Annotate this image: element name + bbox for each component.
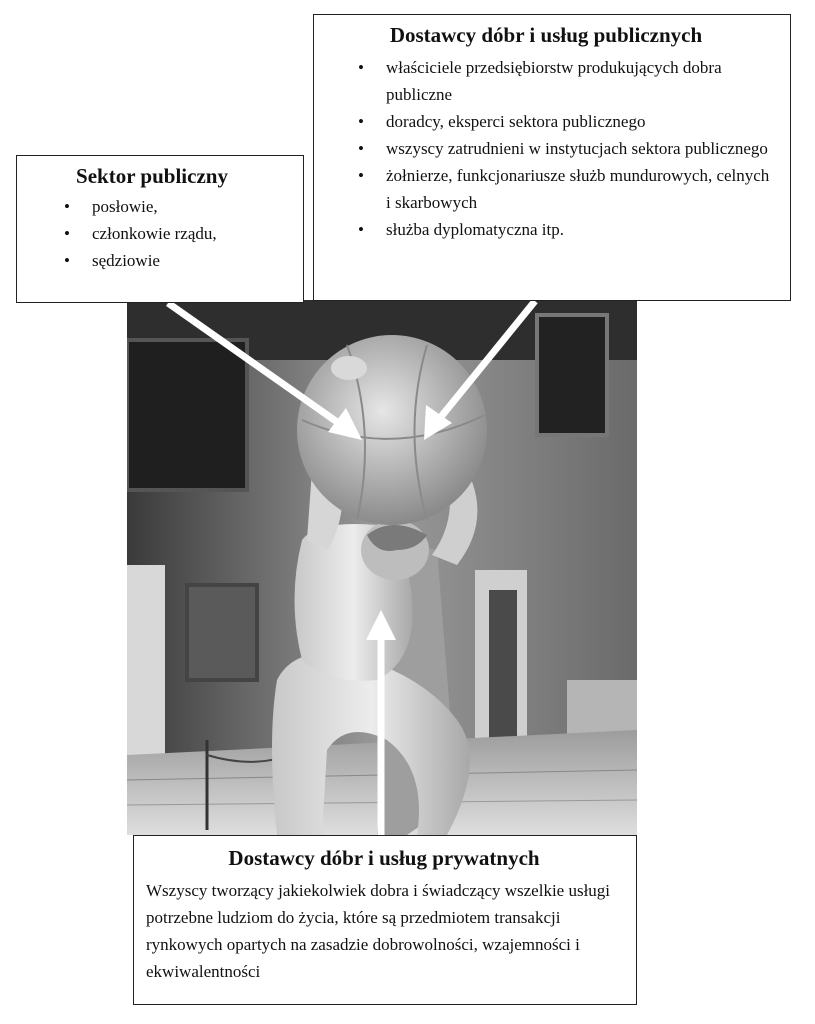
private-suppliers-title: Dostawcy dóbr i usług prywatnych [228,846,540,870]
list-item: • żołnierze, funkcjonariusze służb mundurowych, celnych i skarbowych [386,162,778,216]
list-item: • posłowie, [92,193,287,220]
private-suppliers-box [133,835,637,1005]
private-suppliers-description: Wszyscy tworzący jakiekolwiek dobra i świadczący wszelkie usługi potrzebne ludziom do życia, które są przedmiotem transakcji rynkowych opartych na zasadzie dobrowolności, wzajemności i ekwiwalentności [146,881,611,981]
list-item: • właściciele przedsiębiorstw produkujących dobra publiczne [386,54,778,108]
list-item: • służba dyplomatyczna itp. [386,216,778,243]
atlas-statue-photo [127,300,637,835]
list-item: • członkowie rządu, [92,220,287,247]
public-suppliers-box [313,14,791,301]
public-suppliers-list [386,54,778,243]
public-sector-box [16,155,304,303]
list-item: • wszyscy zatrudnieni w instytucjach sektora publicznego [386,135,778,162]
public-sector-list [92,193,287,274]
public-sector-title: Sektor publiczny [76,164,228,188]
list-item: • doradcy, eksperci sektora publicznego [386,108,778,135]
list-item: • sędziowie [92,247,287,274]
public-suppliers-title: Dostawcy dóbr i usług publicznych [389,23,703,47]
